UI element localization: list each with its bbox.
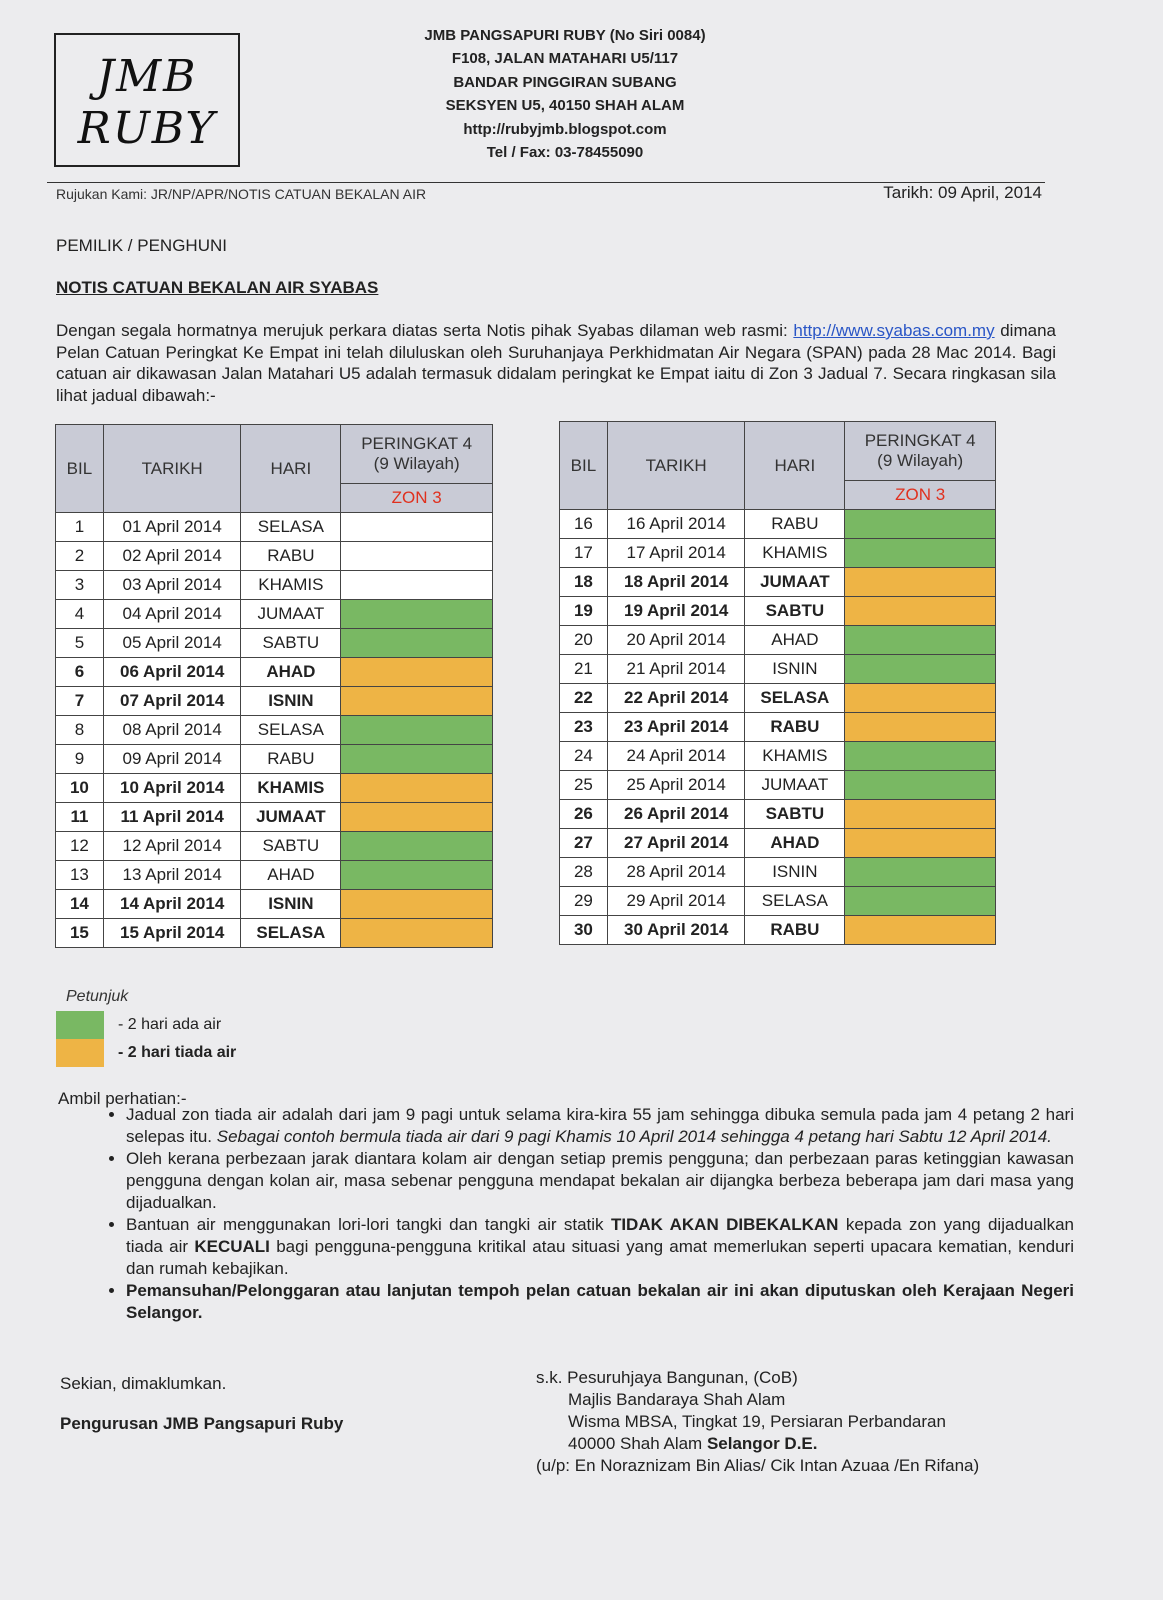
phase-title: PERINGKAT 4 <box>864 431 976 450</box>
cell-zone-status <box>845 829 996 858</box>
cell-bil: 22 <box>560 684 608 713</box>
cell-zone-status <box>845 800 996 829</box>
cell-zone-status <box>341 832 493 861</box>
schedule-row <box>560 597 996 626</box>
notes-list <box>92 1104 1074 1324</box>
schedule-row <box>56 803 493 832</box>
col-header-bil: BIL <box>56 425 104 513</box>
schedule-row <box>56 687 493 716</box>
cell-tarikh: 14 April 2014 <box>103 890 241 919</box>
col-header-tarikh: TARIKH <box>607 422 745 510</box>
cc-line: Majlis Bandaraya Shah Alam <box>568 1390 786 1409</box>
cell-tarikh: 09 April 2014 <box>103 745 241 774</box>
signature: Pengurusan JMB Pangsapuri Ruby <box>60 1414 344 1433</box>
cell-zone-status <box>845 568 996 597</box>
cc-line: s.k. Pesuruhjaya Bangunan, (CoB) <box>536 1368 798 1387</box>
schedule-row <box>560 800 996 829</box>
cc-postcode: 40000 Shah Alam <box>568 1434 703 1453</box>
schedule-table-right <box>559 421 996 945</box>
cell-hari: KHAMIS <box>745 539 845 568</box>
note-emphasis: KECUALI <box>194 1237 270 1256</box>
cell-hari: KHAMIS <box>241 571 341 600</box>
cell-tarikh: 11 April 2014 <box>103 803 241 832</box>
cell-hari: JUMAAT <box>745 568 845 597</box>
cell-bil: 5 <box>56 629 104 658</box>
cell-bil: 30 <box>560 916 608 945</box>
cell-hari: KHAMIS <box>745 742 845 771</box>
notes-title: Ambil perhatian:- <box>58 1089 187 1108</box>
cell-zone-status <box>845 887 996 916</box>
cell-bil: 12 <box>56 832 104 861</box>
cell-bil: 17 <box>560 539 608 568</box>
cell-zone-status <box>845 858 996 887</box>
cell-zone-status <box>341 890 493 919</box>
jmb-ruby-logo <box>54 33 240 167</box>
cell-hari: ISNIN <box>241 687 341 716</box>
cell-bil: 15 <box>56 919 104 948</box>
schedule-row <box>560 510 996 539</box>
intro-text: dimana Pelan Catuan Peringkat Ke Empat ini telah diluluskan oleh Suruhanjaya Perkhidmatan Air Negara (SPAN) pada 28 Mac 2014. Bagi catuan air dikawasan Jalan Matahari U5 adalah termasuk didalam peringkat ke Empat iaitu di Zon 3 Jadual 7. Secara ringkasan sila lihat jadual dibawah:- <box>56 321 1056 405</box>
cell-zone-status <box>845 684 996 713</box>
col-header-phase <box>341 425 493 484</box>
note-item <box>126 1214 1074 1280</box>
cell-hari: SABTU <box>745 800 845 829</box>
cell-tarikh: 30 April 2014 <box>607 916 745 945</box>
phase-subtitle: (9 Wilayah) <box>373 454 460 473</box>
cell-tarikh: 16 April 2014 <box>607 510 745 539</box>
legend-swatch-orange <box>56 1039 104 1067</box>
note-example: Sebagai contoh bermula tiada air dari 9 pagi Khamis 10 April 2014 sehingga 4 petang hari Sabtu 12 April 2014. <box>216 1127 1052 1146</box>
letterhead-line: SEKSYEN U5, 40150 SHAH ALAM <box>445 97 685 115</box>
cell-bil: 24 <box>560 742 608 771</box>
cell-tarikh: 24 April 2014 <box>607 742 745 771</box>
cell-tarikh: 17 April 2014 <box>607 539 745 568</box>
schedule-row <box>56 542 493 571</box>
cell-hari: JUMAAT <box>745 771 845 800</box>
cell-tarikh: 03 April 2014 <box>103 571 241 600</box>
schedule-row <box>560 916 996 945</box>
cell-zone-status <box>845 597 996 626</box>
cell-zone-status <box>845 655 996 684</box>
schedule-row <box>560 539 996 568</box>
cell-tarikh: 15 April 2014 <box>103 919 241 948</box>
cell-hari: ISNIN <box>745 858 845 887</box>
col-header-hari: HARI <box>745 422 845 510</box>
schedule-row <box>56 919 493 948</box>
note-text: bagi pengguna-pengguna kritikal atau situasi yang amat memerlukan seperti upacara kematian, kenduri dan rumah kebajikan. <box>126 1237 1074 1278</box>
cell-hari: JUMAAT <box>241 803 341 832</box>
cell-hari: AHAD <box>745 626 845 655</box>
schedule-table-left <box>55 424 493 948</box>
intro-text: Dengan segala hormatnya merujuk perkara diatas serta Notis pihak Syabas dilaman web rasmi: <box>56 321 788 340</box>
cell-tarikh: 29 April 2014 <box>607 887 745 916</box>
col-header-zone: ZON 3 <box>341 484 493 513</box>
cell-tarikh: 13 April 2014 <box>103 861 241 890</box>
cell-bil: 3 <box>56 571 104 600</box>
cell-bil: 18 <box>560 568 608 597</box>
cell-bil: 2 <box>56 542 104 571</box>
cell-hari: ISNIN <box>745 655 845 684</box>
cell-tarikh: 12 April 2014 <box>103 832 241 861</box>
cell-zone-status <box>845 539 996 568</box>
schedule-row <box>56 774 493 803</box>
cell-hari: SELASA <box>241 513 341 542</box>
phase-subtitle: (9 Wilayah) <box>877 451 964 470</box>
cell-hari: AHAD <box>241 658 341 687</box>
schedule-row <box>560 887 996 916</box>
cell-zone-status <box>341 774 493 803</box>
cell-bil: 9 <box>56 745 104 774</box>
cell-zone-status <box>341 687 493 716</box>
cell-tarikh: 01 April 2014 <box>103 513 241 542</box>
note-item <box>126 1148 1074 1214</box>
cell-hari: RABU <box>241 745 341 774</box>
schedule-row <box>56 658 493 687</box>
cell-bil: 21 <box>560 655 608 684</box>
schedule-row <box>56 832 493 861</box>
cell-zone-status <box>341 919 493 948</box>
note-text: kepada zon yang dijadualkan tiada air <box>126 1215 1074 1256</box>
cc-line: (u/p: En Noraznizam Bin Alias/ Cik Intan Azuaa /En Rifana) <box>536 1456 980 1475</box>
schedule-row <box>560 568 996 597</box>
cell-zone-status <box>341 513 493 542</box>
letterhead-line: http://rubyjmb.blogspot.com <box>463 120 667 138</box>
cc-line: Wisma MBSA, Tingkat 19, Persiaran Perbandaran <box>568 1412 946 1431</box>
cell-tarikh: 19 April 2014 <box>607 597 745 626</box>
cell-hari: RABU <box>745 510 845 539</box>
cell-hari: SELASA <box>241 919 341 948</box>
cell-hari: SABTU <box>745 597 845 626</box>
cell-tarikh: 07 April 2014 <box>103 687 241 716</box>
cc-state: Selangor D.E. <box>706 1434 818 1453</box>
schedule-row <box>56 861 493 890</box>
schedule-row <box>56 571 493 600</box>
cell-bil: 11 <box>56 803 104 832</box>
letterhead-line: JMB PANGSAPURI RUBY (No Siri 0084) <box>424 27 706 44</box>
cell-bil: 8 <box>56 716 104 745</box>
legend-label-green: - 2 hari ada air <box>118 1016 222 1033</box>
cell-bil: 4 <box>56 600 104 629</box>
cell-zone-status <box>341 600 493 629</box>
cell-tarikh: 06 April 2014 <box>103 658 241 687</box>
cell-bil: 10 <box>56 774 104 803</box>
closing-remark: Sekian, dimaklumkan. <box>60 1374 227 1393</box>
cell-bil: 25 <box>560 771 608 800</box>
cell-tarikh: 25 April 2014 <box>607 771 745 800</box>
cell-zone-status <box>341 716 493 745</box>
legend-swatch-green <box>56 1011 104 1039</box>
cell-bil: 13 <box>56 861 104 890</box>
cell-tarikh: 08 April 2014 <box>103 716 241 745</box>
cell-hari: KHAMIS <box>241 774 341 803</box>
cell-bil: 16 <box>560 510 608 539</box>
cell-zone-status <box>845 916 996 945</box>
cell-bil: 26 <box>560 800 608 829</box>
cell-hari: RABU <box>745 916 845 945</box>
cell-zone-status <box>341 629 493 658</box>
schedule-row <box>56 890 493 919</box>
cell-bil: 27 <box>560 829 608 858</box>
col-header-hari: HARI <box>241 425 341 513</box>
cell-hari: AHAD <box>745 829 845 858</box>
cell-bil: 20 <box>560 626 608 655</box>
schedule-row <box>56 629 493 658</box>
schedule-row <box>560 829 996 858</box>
cell-bil: 14 <box>56 890 104 919</box>
schedule-row <box>560 684 996 713</box>
note-text: Jadual zon tiada air adalah dari jam 9 pagi untuk selama kira-kira 55 jam sehingga dibuka semula pada jam 4 petang 2 hari selepas itu. <box>126 1105 1074 1146</box>
legend-title: Petunjuk <box>66 988 129 1005</box>
cell-zone-status <box>341 542 493 571</box>
cell-tarikh: 20 April 2014 <box>607 626 745 655</box>
cell-bil: 29 <box>560 887 608 916</box>
schedule-row <box>560 742 996 771</box>
cell-hari: SABTU <box>241 629 341 658</box>
carbon-copy <box>536 1367 979 1477</box>
cell-tarikh: 04 April 2014 <box>103 600 241 629</box>
cell-hari: RABU <box>745 713 845 742</box>
cell-bil: 7 <box>56 687 104 716</box>
col-header-zone: ZON 3 <box>845 481 996 510</box>
letterhead-line: BANDAR PINGGIRAN SUBANG <box>453 73 677 91</box>
letterhead-line: Tel / Fax: 03-78455090 <box>486 144 644 162</box>
cell-zone-status <box>845 713 996 742</box>
schedule-row <box>560 626 996 655</box>
col-header-phase <box>845 422 996 481</box>
schedule-row <box>56 716 493 745</box>
note-item <box>126 1280 1074 1324</box>
note-text: Bantuan air menggunakan lori-lori tangki dan tangki air statik <box>126 1215 604 1234</box>
cell-hari: RABU <box>241 542 341 571</box>
syabas-link[interactable]: http://www.syabas.com.my <box>793 321 995 340</box>
cell-tarikh: 22 April 2014 <box>607 684 745 713</box>
cell-hari: JUMAAT <box>241 600 341 629</box>
cell-tarikh: 21 April 2014 <box>607 655 745 684</box>
recipient: PEMILIK / PENGHUNI <box>56 236 227 255</box>
phase-title: PERINGKAT 4 <box>361 434 473 453</box>
cell-zone-status <box>845 771 996 800</box>
cell-bil: 19 <box>560 597 608 626</box>
schedule-row <box>56 513 493 542</box>
schedule-row <box>56 745 493 774</box>
cell-tarikh: 05 April 2014 <box>103 629 241 658</box>
letter-date: Tarikh: 09 April, 2014 <box>883 183 1042 202</box>
schedule-row <box>560 713 996 742</box>
cell-tarikh: 27 April 2014 <box>607 829 745 858</box>
cell-tarikh: 28 April 2014 <box>607 858 745 887</box>
reference-number: Rujukan Kami: JR/NP/APR/NOTIS CATUAN BEKALAN AIR <box>56 186 427 202</box>
cell-hari: SABTU <box>241 832 341 861</box>
cell-zone-status <box>341 861 493 890</box>
schedule-row <box>560 771 996 800</box>
cell-bil: 6 <box>56 658 104 687</box>
cell-hari: ISNIN <box>241 890 341 919</box>
col-header-bil: BIL <box>560 422 608 510</box>
cell-zone-status <box>845 742 996 771</box>
cell-zone-status <box>845 626 996 655</box>
cell-hari: SELASA <box>745 684 845 713</box>
cell-zone-status <box>341 803 493 832</box>
schedule-row <box>560 858 996 887</box>
letterhead-line: F108, JALAN MATAHARI U5/117 <box>451 50 679 68</box>
cell-tarikh: 02 April 2014 <box>103 542 241 571</box>
cell-hari: SELASA <box>745 887 845 916</box>
schedule-row <box>56 600 493 629</box>
cell-zone-status <box>341 745 493 774</box>
schedule-row <box>560 655 996 684</box>
cell-tarikh: 18 April 2014 <box>607 568 745 597</box>
cell-hari: SELASA <box>241 716 341 745</box>
cell-bil: 28 <box>560 858 608 887</box>
col-header-tarikh: TARIKH <box>103 425 241 513</box>
note-text: Pemansuhan/Pelonggaran atau lanjutan tempoh pelan catuan bekalan air ini akan diputuskan oleh Kerajaan Negeri Selangor. <box>126 1281 1074 1322</box>
cell-bil: 1 <box>56 513 104 542</box>
letterhead <box>330 24 800 164</box>
cell-tarikh: 23 April 2014 <box>607 713 745 742</box>
cell-zone-status <box>341 658 493 687</box>
subject-title: NOTIS CATUAN BEKALAN AIR SYABAS <box>56 278 379 297</box>
note-text: Oleh kerana perbezaan jarak diantara kolam air dengan setiap premis pengguna; dan perbezaan paras ketinggian kawasan pengguna dengan kolan air, masa sebenar pengguna mendapat bekalan air dijangka berbeza beberapa jam dari masa yang dijadualkan. <box>126 1149 1074 1212</box>
cc-line <box>536 1433 979 1455</box>
cell-hari: AHAD <box>241 861 341 890</box>
cell-zone-status <box>845 510 996 539</box>
cell-tarikh: 10 April 2014 <box>103 774 241 803</box>
cell-bil: 23 <box>560 713 608 742</box>
note-item <box>126 1104 1074 1148</box>
cell-tarikh: 26 April 2014 <box>607 800 745 829</box>
intro-paragraph <box>56 320 1056 406</box>
logo-line-2: RUBY <box>77 103 217 154</box>
note-emphasis: TIDAK AKAN DIBEKALKAN <box>610 1215 839 1234</box>
cell-zone-status <box>341 571 493 600</box>
legend-label-orange: - 2 hari tiada air <box>118 1044 237 1061</box>
logo-line-1: JMB <box>96 51 198 102</box>
